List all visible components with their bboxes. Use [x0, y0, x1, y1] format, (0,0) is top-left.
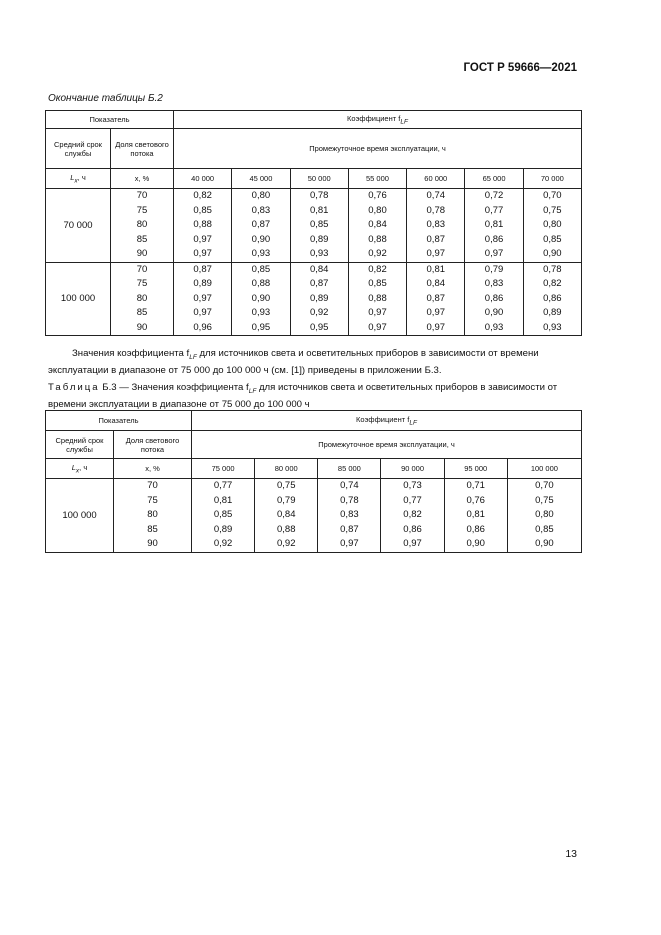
column-header: 85 000: [318, 459, 381, 479]
document-id: ГОСТ Р 59666—2021: [463, 62, 577, 74]
value-cell: 0,74 0,78 0,83 0,87 0,97: [318, 479, 381, 553]
share-cell: 70 75 80 85 90: [114, 479, 192, 553]
column-header: 50 000: [290, 169, 348, 189]
paragraph-intro-b3: Значения коэффициента $f_{LF}$ для источников света и осветительных приборов в зависимости от времени эксплуатации в диапазоне от 75 000 до 100 000 ч (см. [1]) приведены в приложении Б.3.: [48, 348, 539, 376]
header-lx: $L_x$, ч: [46, 169, 111, 189]
header-x: x, %: [114, 459, 192, 479]
header-indicator: Показатель: [46, 111, 174, 129]
header-life: Средний срок службы: [46, 129, 111, 169]
column-header: 75 000: [192, 459, 255, 479]
value-cell: 0,75 0,79 0,84 0,88 0,92: [255, 479, 318, 553]
value-cell: 0,84 0,87 0,89 0,92 0,95: [290, 262, 348, 336]
column-header: 60 000: [407, 169, 465, 189]
column-header: 45 000: [232, 169, 290, 189]
value-cell: 0,78 0,81 0,85 0,89 0,93: [290, 189, 348, 263]
value-cell: 0,73 0,77 0,82 0,86 0,97: [381, 479, 444, 553]
table-b3-caption: Таблица Б.3 — Значения коэффициента $f_{LF}$ для источников света и осветительных приборов в зависимости от времени эксплуатации в диапазоне от 75 000 до 100 000 ч: [48, 382, 558, 410]
table-row: [46, 479, 582, 553]
value-cell: 0,85 0,88 0,90 0,93 0,95: [232, 262, 290, 336]
value-cell: 0,70 0,75 0,80 0,85 0,90: [523, 189, 581, 263]
column-header: 40 000: [174, 169, 232, 189]
column-header: 90 000: [381, 459, 444, 479]
header-share: Доля светового потока: [111, 129, 174, 169]
header-coefficient: Коэффициент $f_{LF}$: [192, 411, 582, 431]
column-header: 100 000: [507, 459, 581, 479]
header-lx: $L_x$, ч: [46, 459, 114, 479]
table-row: [46, 262, 582, 336]
value-cell: 0,82 0,85 0,88 0,97 0,97: [174, 189, 232, 263]
value-cell: 0,81 0,84 0,87 0,97 0,97: [407, 262, 465, 336]
table-row: [46, 189, 582, 263]
table-b2-caption: Окончание таблицы Б.2: [48, 93, 163, 104]
value-cell: 0,77 0,81 0,85 0,89 0,92: [192, 479, 255, 553]
value-cell: 0,71 0,76 0,81 0,86 0,90: [444, 479, 507, 553]
value-cell: 0,72 0,77 0,81 0,86 0,97: [465, 189, 523, 263]
column-header: 70 000: [523, 169, 581, 189]
column-header: 95 000: [444, 459, 507, 479]
life-cell: 70 000: [46, 189, 111, 263]
column-header: 80 000: [255, 459, 318, 479]
column-header: 65 000: [465, 169, 523, 189]
header-indicator: Показатель: [46, 411, 192, 431]
value-cell: 0,79 0,83 0,86 0,90 0,93: [465, 262, 523, 336]
life-cell: 100 000: [46, 262, 111, 336]
header-life: Средний срок службы: [46, 431, 114, 459]
value-cell: 0,76 0,80 0,84 0,88 0,92: [348, 189, 406, 263]
header-time: Промежуточное время эксплуатации, ч: [174, 129, 582, 169]
column-header: 55 000: [348, 169, 406, 189]
value-cell: 0,74 0,78 0,83 0,87 0,97: [407, 189, 465, 263]
value-cell: 0,70 0,75 0,80 0,85 0,90: [507, 479, 581, 553]
value-cell: 0,82 0,85 0,88 0,97 0,97: [348, 262, 406, 336]
life-cell: 100 000: [46, 479, 114, 553]
header-coefficient: Коэффициент $f_{LF}$: [174, 111, 582, 129]
header-share: Доля светового потока: [114, 431, 192, 459]
header-time: Промежуточное время эксплуатации, ч: [192, 431, 582, 459]
table-b2: [45, 110, 582, 336]
header-x: x, %: [111, 169, 174, 189]
value-cell: 0,80 0,83 0,87 0,90 0,93: [232, 189, 290, 263]
value-cell: 0,87 0,89 0,97 0,97 0,96: [174, 262, 232, 336]
table-b3: [45, 410, 582, 553]
share-cell: 70 75 80 85 90: [111, 189, 174, 263]
value-cell: 0,78 0,82 0,86 0,89 0,93: [523, 262, 581, 336]
page-number: 13: [565, 848, 577, 860]
share-cell: 70 75 80 85 90: [111, 262, 174, 336]
